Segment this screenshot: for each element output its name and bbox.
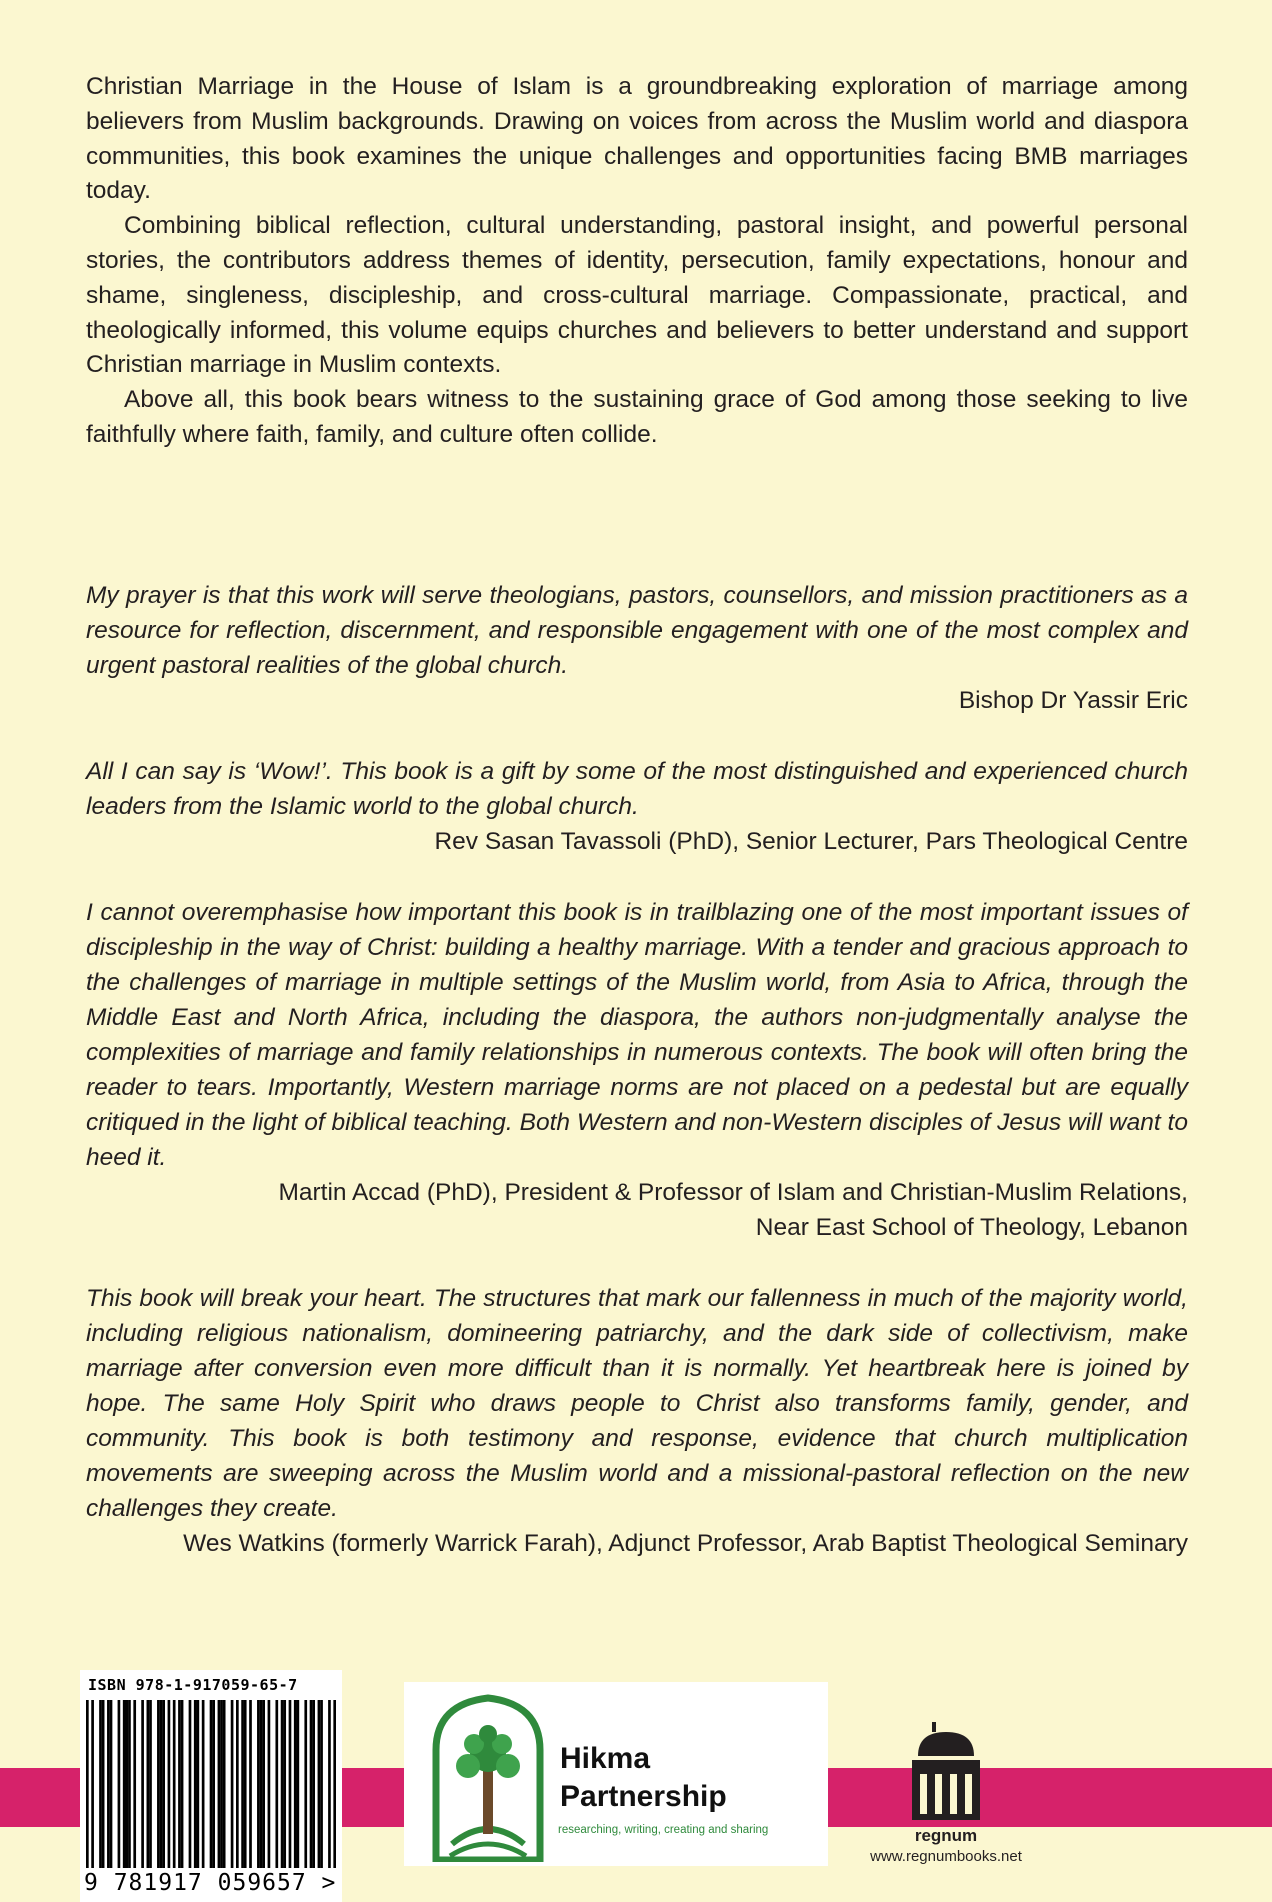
barcode-bar <box>212 1700 215 1868</box>
barcode-bar <box>268 1700 271 1868</box>
barcode-bar <box>218 1700 221 1868</box>
barcode-bar <box>102 1700 105 1868</box>
isbn-label: ISBN 978-1-917059-65-7 <box>88 1676 298 1694</box>
endorsement-text: All I can say is ‘Wow!’. This book is a gift by some of the most distinguished and experienced church leaders from the Islamic world to the global church. <box>86 758 1188 820</box>
barcode-bar <box>194 1700 197 1868</box>
blurb-paragraph-3: Above all, this book bears witness to the sustaining grace of God among those seeking to live faithfully where faith, family, and culture often collide. <box>86 386 1188 448</box>
barcode-bar <box>333 1700 336 1868</box>
barcode-bar <box>312 1700 315 1868</box>
endorsement-text: My prayer is that this work will serve theologians, pastors, counsellors, and mission practitioners as a resource for reflection, discernment, and responsible engagement with one of the most complex and urgent pastoral realities of the global church. <box>86 582 1188 679</box>
regnum-building-icon <box>906 1722 986 1822</box>
barcode-bar <box>123 1700 126 1868</box>
barcode-bar <box>257 1700 260 1868</box>
isbn-barcode <box>80 1670 342 1902</box>
blurb-section <box>86 70 1188 453</box>
barcode-bar <box>107 1700 110 1868</box>
regnum-name: regnum <box>914 1826 978 1845</box>
ean-digits: 9 781917 059657 > <box>84 1870 337 1896</box>
barcode-bar <box>236 1700 239 1868</box>
barcode-icon <box>86 1700 336 1868</box>
barcode-bar <box>249 1700 252 1868</box>
regnum-url: www.regnumbooks.net <box>870 1848 1022 1865</box>
regnum-logo <box>866 1722 1076 1902</box>
endorsement-2 <box>86 754 1188 859</box>
barcode-bar <box>304 1700 307 1868</box>
barcode-bar <box>320 1700 323 1868</box>
barcode-bar <box>173 1700 176 1868</box>
barcode-bar <box>110 1700 113 1868</box>
endorsement-attribution: Bishop Dr Yassir Eric <box>958 687 1188 714</box>
endorsement-attribution: Martin Accad (PhD), President & Professor of Islam and Christian-Muslim Relations, <box>278 1179 1188 1206</box>
barcode-bar <box>141 1700 144 1868</box>
barcode-bar <box>262 1700 265 1868</box>
barcode-bar <box>128 1700 131 1868</box>
barcode-bar <box>318 1700 321 1868</box>
barcode-bar <box>294 1700 297 1868</box>
blurb-paragraph-1: Christian Marriage in the House of Islam is a groundbreaking exploration of marriage among believers from Muslim backgrounds. Drawing on voices from across the Muslim world and diaspora communities, this book examines the unique challenges and opportunities facing BMB marriages today. <box>86 73 1188 205</box>
endorsement-text: I cannot overemphasise how important this book is in trailblazing one of the most important issues of discipleship in the way of Christ: building a healthy marriage. With a tender and gracious approach to the challenges of marriage in multiple settings of the Muslim world, from Asia to Africa, through the Middle East and North Africa, including the diaspora, the authors non-judgmentally analyse the complexities of marriage and family relationships in numerous contexts. The book will often bring the reader to tears. Importantly, Western marriage norms are not placed on a pedestal but are equally critiqued in the light of biblical teaching. Both Western and non-Western disciples of Jesus will want to heed it. <box>86 899 1188 1171</box>
barcode-bar <box>223 1700 226 1868</box>
barcode-bar <box>210 1700 213 1868</box>
barcode-bar <box>168 1700 171 1868</box>
barcode-bar <box>149 1700 152 1868</box>
endorsement-3 <box>86 895 1188 1245</box>
barcode-bar <box>202 1700 205 1868</box>
endorsements <box>86 578 1188 1597</box>
barcode-bar <box>189 1700 192 1868</box>
barcode-bar <box>91 1700 94 1868</box>
barcode-bar <box>147 1700 150 1868</box>
barcode-bar <box>178 1700 181 1868</box>
barcode-bar <box>241 1700 244 1868</box>
barcode-bar <box>197 1700 200 1868</box>
barcode-bar <box>244 1700 247 1868</box>
barcode-bar <box>160 1700 163 1868</box>
barcode-bar <box>133 1700 136 1868</box>
barcode-bar <box>157 1700 160 1868</box>
barcode-bar <box>162 1700 165 1868</box>
barcode-bar <box>310 1700 313 1868</box>
barcode-bar <box>118 1700 121 1868</box>
barcode-bar <box>297 1700 300 1868</box>
endorsement-4 <box>86 1281 1188 1561</box>
hikma-name-line-2: Partnership <box>560 1780 727 1813</box>
barcode-bar <box>125 1700 128 1868</box>
barcode-bar <box>231 1700 234 1868</box>
hikma-tagline: researching, writing, creating and sharing <box>558 1824 769 1836</box>
hikma-tree-icon <box>428 1694 548 1862</box>
hikma-name <box>560 1740 727 1816</box>
endorsement-attribution: Rev Sasan Tavassoli (PhD), Senior Lecturer, Pars Theological Centre <box>434 828 1188 855</box>
blurb <box>86 70 1188 453</box>
barcode-bar <box>275 1700 278 1868</box>
barcode-bar <box>289 1700 292 1868</box>
endorsement-attribution: Wes Watkins (formerly Warrick Farah), Adjunct Professor, Arab Baptist Theological Seminary <box>183 1530 1188 1557</box>
barcode-bar <box>328 1700 331 1868</box>
endorsement-text: This book will break your heart. The structures that mark our fallenness in much of the majority world, including religious nationalism, domineering patriarchy, and the dark side of collectivism, make marriage after conversion even more difficult than it is normally. Yet heartbreak here is joined by hope. The same Holy Spirit who draws people to Christ also transforms family, gender, and community. This book is both testimony and response, evidence that church multiplication movements are sweeping across the Muslim world and a missional-pastoral reflection on the new challenges they create. <box>86 1285 1188 1522</box>
barcode-bar <box>281 1700 284 1868</box>
barcode-bar <box>181 1700 184 1868</box>
hikma-partnership-logo <box>404 1682 828 1866</box>
blurb-paragraph-2: Combining biblical reflection, cultural understanding, pastoral insight, and powerful personal stories, the contributors address themes of identity, persecution, family expectations, honour and shame, singleness, discipleship, and cross-cultural marriage. Compassionate, practical, and theologically informed, this volume equips churches and believers to better understand and support Christian marriage in Muslim contexts. <box>86 212 1188 379</box>
barcode-bar <box>86 1700 89 1868</box>
barcode-bar <box>260 1700 263 1868</box>
barcode-bar <box>283 1700 286 1868</box>
barcode-bar <box>99 1700 102 1868</box>
endorsement-1 <box>86 578 1188 718</box>
hikma-name-line-1: Hikma <box>560 1742 651 1775</box>
barcode-bar <box>220 1700 223 1868</box>
endorsement-attribution-line-2: Near East School of Theology, Lebanon <box>755 1214 1188 1241</box>
